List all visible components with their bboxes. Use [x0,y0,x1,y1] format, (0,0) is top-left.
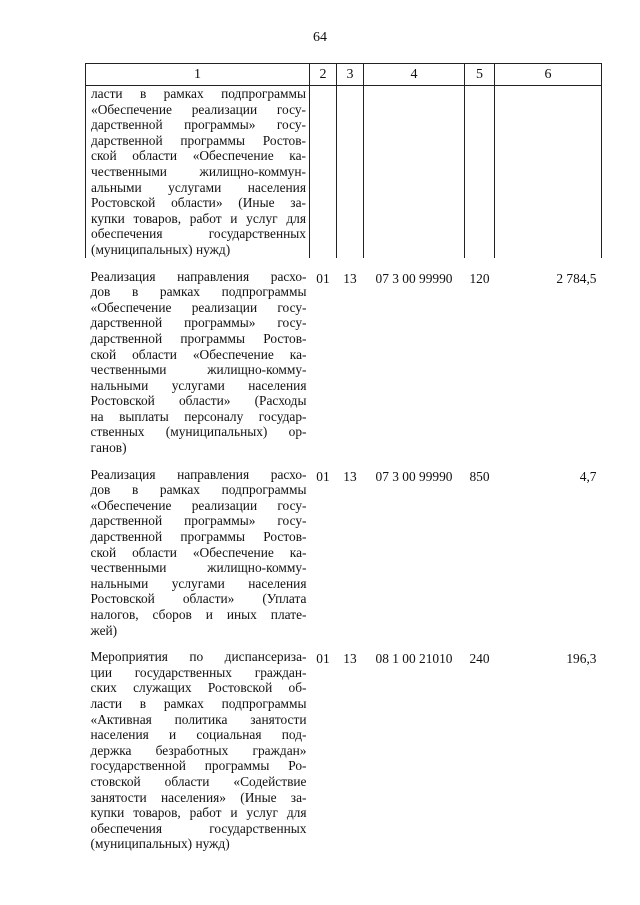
description-line: «Обеспечение реализации госу- [90,497,307,513]
description-line: ской области «Обеспечение ка- [91,148,306,164]
description-line: дарственной программы Ростов- [91,132,306,148]
row-spacer [86,638,602,649]
target-article-code [364,86,465,258]
description-line: купки товаров, работ и услуг для [91,210,306,226]
table-body [86,86,602,852]
section-code: 01 [316,468,330,484]
description-line: Ростовской области» (Уплата [90,591,307,607]
row-description [86,467,310,639]
description-line: ласти в рамках подпрограммы [90,695,307,711]
header-cell-5: 5 [465,64,495,86]
description-line: ской области «Обеспечение ка- [90,544,307,560]
table-row [86,86,602,258]
description-line: на выплаты персоналу государ- [90,408,307,424]
page-number: 64 [313,30,327,45]
description-line: государственной программы Ро- [90,758,307,774]
header-cell-4: 4 [364,64,465,86]
description-line: ганов) [90,440,127,456]
amount: 2 784,5 [556,270,597,286]
description-line: ских служащих Ростовской об- [90,680,307,696]
description-line: занятости населения» (Иные за- [90,789,307,805]
description-line: ственных (муниципальных) ор- [90,424,307,440]
amount: 4,7 [579,468,597,484]
description-line: Реализация направления расхо- [90,466,307,482]
description-line: ской области «Обеспечение ка- [90,346,307,362]
table-row [86,649,602,852]
table-header-row [86,64,602,86]
section-code: 01 [316,270,330,286]
amount: 196,3 [566,651,597,667]
description-line: обеспечения государственных [90,820,307,836]
description-line: Реализация направления расхо- [90,268,307,284]
row-description [86,269,310,456]
table-row [86,467,602,639]
description-line: дарственной программы Ростов- [90,529,307,545]
description-line: держка безработных граждан» [90,742,307,758]
description-line: дарственной программы» госу- [91,117,306,133]
description-line: «Активная политика занятости [90,711,307,727]
description-line: дарственной программы» госу- [90,315,307,331]
subsection-code: 13 [343,468,357,484]
header-cell-1: 1 [86,64,310,86]
row-spacer [86,456,602,467]
description-line: чественными жилищно-комму- [90,560,307,576]
subsection-code: 13 [343,270,357,286]
description-line: населения и социальная под- [90,727,307,743]
description-line: ласти в рамках подпрограммы [91,86,306,101]
description-line: ции государственных граждан- [90,664,307,680]
description-line: Ростовской области» (Иные за- [91,195,306,211]
description-line: нальными услугами населения [90,377,307,393]
target-article-code: 08 1 00 21010 [375,651,453,667]
description-line: чественными жилищно-комму- [90,362,307,378]
description-line: дов в рамках подпрограммы [90,284,307,300]
row-spacer [86,258,602,269]
section-code: 01 [316,651,330,667]
row-description [86,86,310,258]
section-code [310,86,337,258]
description-line: (муниципальных) нужд) [90,836,230,852]
description-line: чественными жилищно-коммун- [91,163,306,179]
description-line: (муниципальных) нужд) [91,241,231,257]
description-line: нальными услугами населения [90,575,307,591]
description-line: альными услугами населения [91,179,306,195]
budget-table [85,63,602,852]
header-cell-3: 3 [337,64,364,86]
expense-type-code: 240 [469,651,490,667]
subsection-code [337,86,364,258]
description-line: дов в рамках подпрограммы [90,482,307,498]
description-line: дарственной программы» госу- [90,513,307,529]
target-article-code: 07 3 00 99990 [375,468,453,484]
description-line: стовской области «Содействие [90,773,307,789]
header-cell-2: 2 [310,64,337,86]
description-line: Ростовской области» (Расходы [90,393,307,409]
header-cell-6: 6 [495,64,602,86]
description-line: дарственной программы Ростов- [90,330,307,346]
amount [495,86,602,258]
table-row [86,269,602,456]
expense-type-code: 850 [469,468,490,484]
row-description [86,649,310,852]
description-line: «Обеспечение реализации госу- [90,299,307,315]
expense-type-code [465,86,495,258]
subsection-code: 13 [343,651,357,667]
description-line: купки товаров, работ и услуг для [90,805,307,821]
target-article-code: 07 3 00 99990 [375,270,453,286]
description-line: Мероприятия по диспансериза- [90,649,307,665]
description-line: обеспечения государственных [91,226,306,242]
description-line: жей) [90,622,118,638]
description-line: «Обеспечение реализации госу- [91,101,306,117]
description-line: налогов, сборов и иных плате- [90,607,307,622]
expense-type-code: 120 [469,270,490,286]
